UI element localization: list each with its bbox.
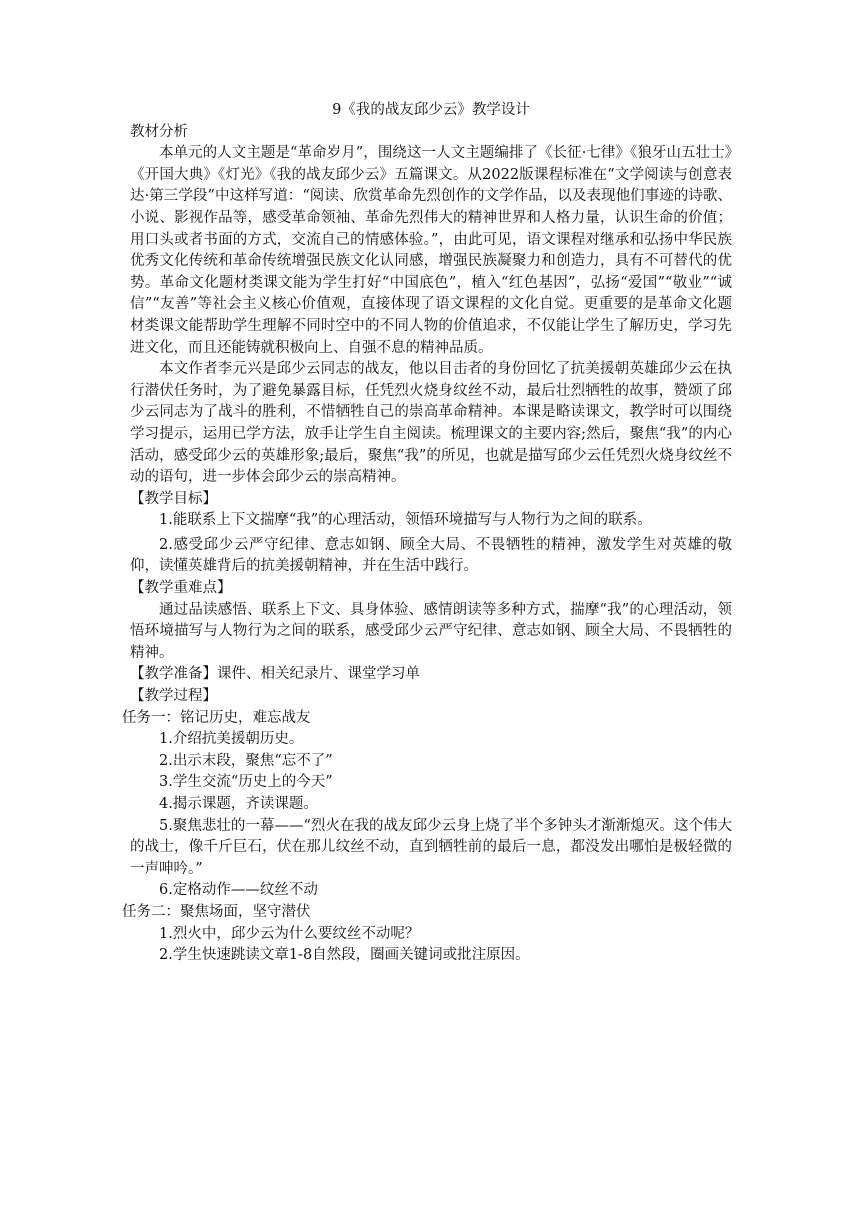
- task-2-item: 2.学生快速跳读文章1-8自然段，圈画关键词或批注原因。: [159, 947, 530, 964]
- key-points-text: 通过品读感悟、联系上下文、具身体验、感情朗读等多种方式，揣摩“我”的心理活动，领悟环境描写与人物行为之间的联系，感受邱少云严守纪律、意志如钢、顾全大局、不畏牺牲的精神。: [130, 601, 732, 661]
- goals-heading: 【教学目标】: [130, 490, 217, 507]
- analysis-paragraph-2: 本文作者李元兴是邱少云同志的战友，他以目击者的身份回忆了抗美援朝英雄邱少云在执行潜伏任务时，为了避免暴露目标，任凭烈火烧身纹丝不动，最后壮烈牺牲的故事，赞颂了邱少云同志为了战斗的胜利，不惜牺牲自己的崇高革命精神。本课是略读课文，教学时可以围绕学习提示，运用已学方法，放手让学生自主阅读。梳理课文的主要内容;然后，聚焦“我”的内心活动，感受邱少云的英雄形象;最后，聚焦“我”的所见，也就是描写邱少云任凭烈火烧身纹丝不动的语句，进一步体会邱少云的崇高精神。: [130, 361, 732, 486]
- task-1-item: 1.介绍抗美援朝历史。: [159, 731, 304, 748]
- document-title: 9《我的战友邱少云》教学设计: [332, 102, 530, 118]
- task-2-heading: 任务二：聚焦场面，坚守潜伏: [122, 903, 311, 920]
- analysis-paragraph-1: 本单元的人文主题是“革命岁月”，围绕这一人文主题编排了《长征·七律》《狼牙山五壮士》《开国大典》《灯光》《我的战友邱少云》五篇课文。从2022版课程标准在“文学阅读与创意表达·第三学段”中这样写道：“阅读、欣赏革命先烈创作的文学作品，以及表现他们事迹的诗歌、小说、影视作品等，感受革命领袖、革命先烈伟大的精神世界和人格力量，认识生命的价值；用口头或者书面的方式，交流自己的情感体验。”，由此可见，语文课程对继承和弘扬中华民族优秀文化传统和革命传统增强民族文化认同感，增强民族凝聚力和创造力，具有不可替代的优势。革命文化题材类课文能为学生打好“中国底色”，植入“红色基因”，弘扬“爱国”“敬业”“诚信”“友善”等社会主义核心价值观，直接体现了语文课程的文化自觉。更重要的是革命文化题材类课文能帮助学生理解不同时空中的不同人物的价值追求，不仅能让学生了解历史，学习先进文化，而且还能铸就积极向上、自强不息的精神品质。: [130, 145, 732, 356]
- key-points-heading: 【教学重难点】: [130, 580, 232, 597]
- task-1-heading: 任务一：铭记历史，难忘战友: [122, 709, 311, 726]
- task-1-item: 4.揭示课题，齐读课题。: [159, 796, 318, 812]
- task-1-item: 5.聚焦悲壮的一幕——“烈火在我的战友邱少云身上烧了半个多钟头才渐渐熄灭。这个伟大的战士，像千斤巨石，伏在那儿纹丝不动，直到牺牲前的最后一息，都没发出哪怕是极轻微的一声呻吟。”: [130, 817, 732, 877]
- section-heading-analysis: 教材分析: [130, 123, 188, 140]
- task-1-item: 6.定格动作——纹丝不动: [159, 882, 318, 899]
- preparation-line: 【教学准备】课件、相关纪录片、课堂学习单: [130, 666, 420, 683]
- goal-item-2: 2.感受邱少云严守纪律、意志如钢、顾全大局、不畏牺牲的精神，激发学生对英雄的敬仰，读懂英雄背后的抗美援朝精神，并在生活中践行。: [130, 536, 732, 575]
- process-heading: 【教学过程】: [130, 688, 217, 705]
- task-2-item: 1.烈火中，邱少云为什么要纹丝不动呢？: [159, 925, 420, 942]
- task-1-item: 3.学生交流“历史上的今天”: [159, 774, 333, 791]
- task-1-item: 2.出示末段，聚焦“忘不了”: [159, 752, 333, 769]
- document-page: [122, 100, 732, 967]
- goal-item-1: 1.能联系上下文揣摩“我”的心理活动，领悟环境描写与人物行为之间的联系。: [159, 512, 652, 529]
